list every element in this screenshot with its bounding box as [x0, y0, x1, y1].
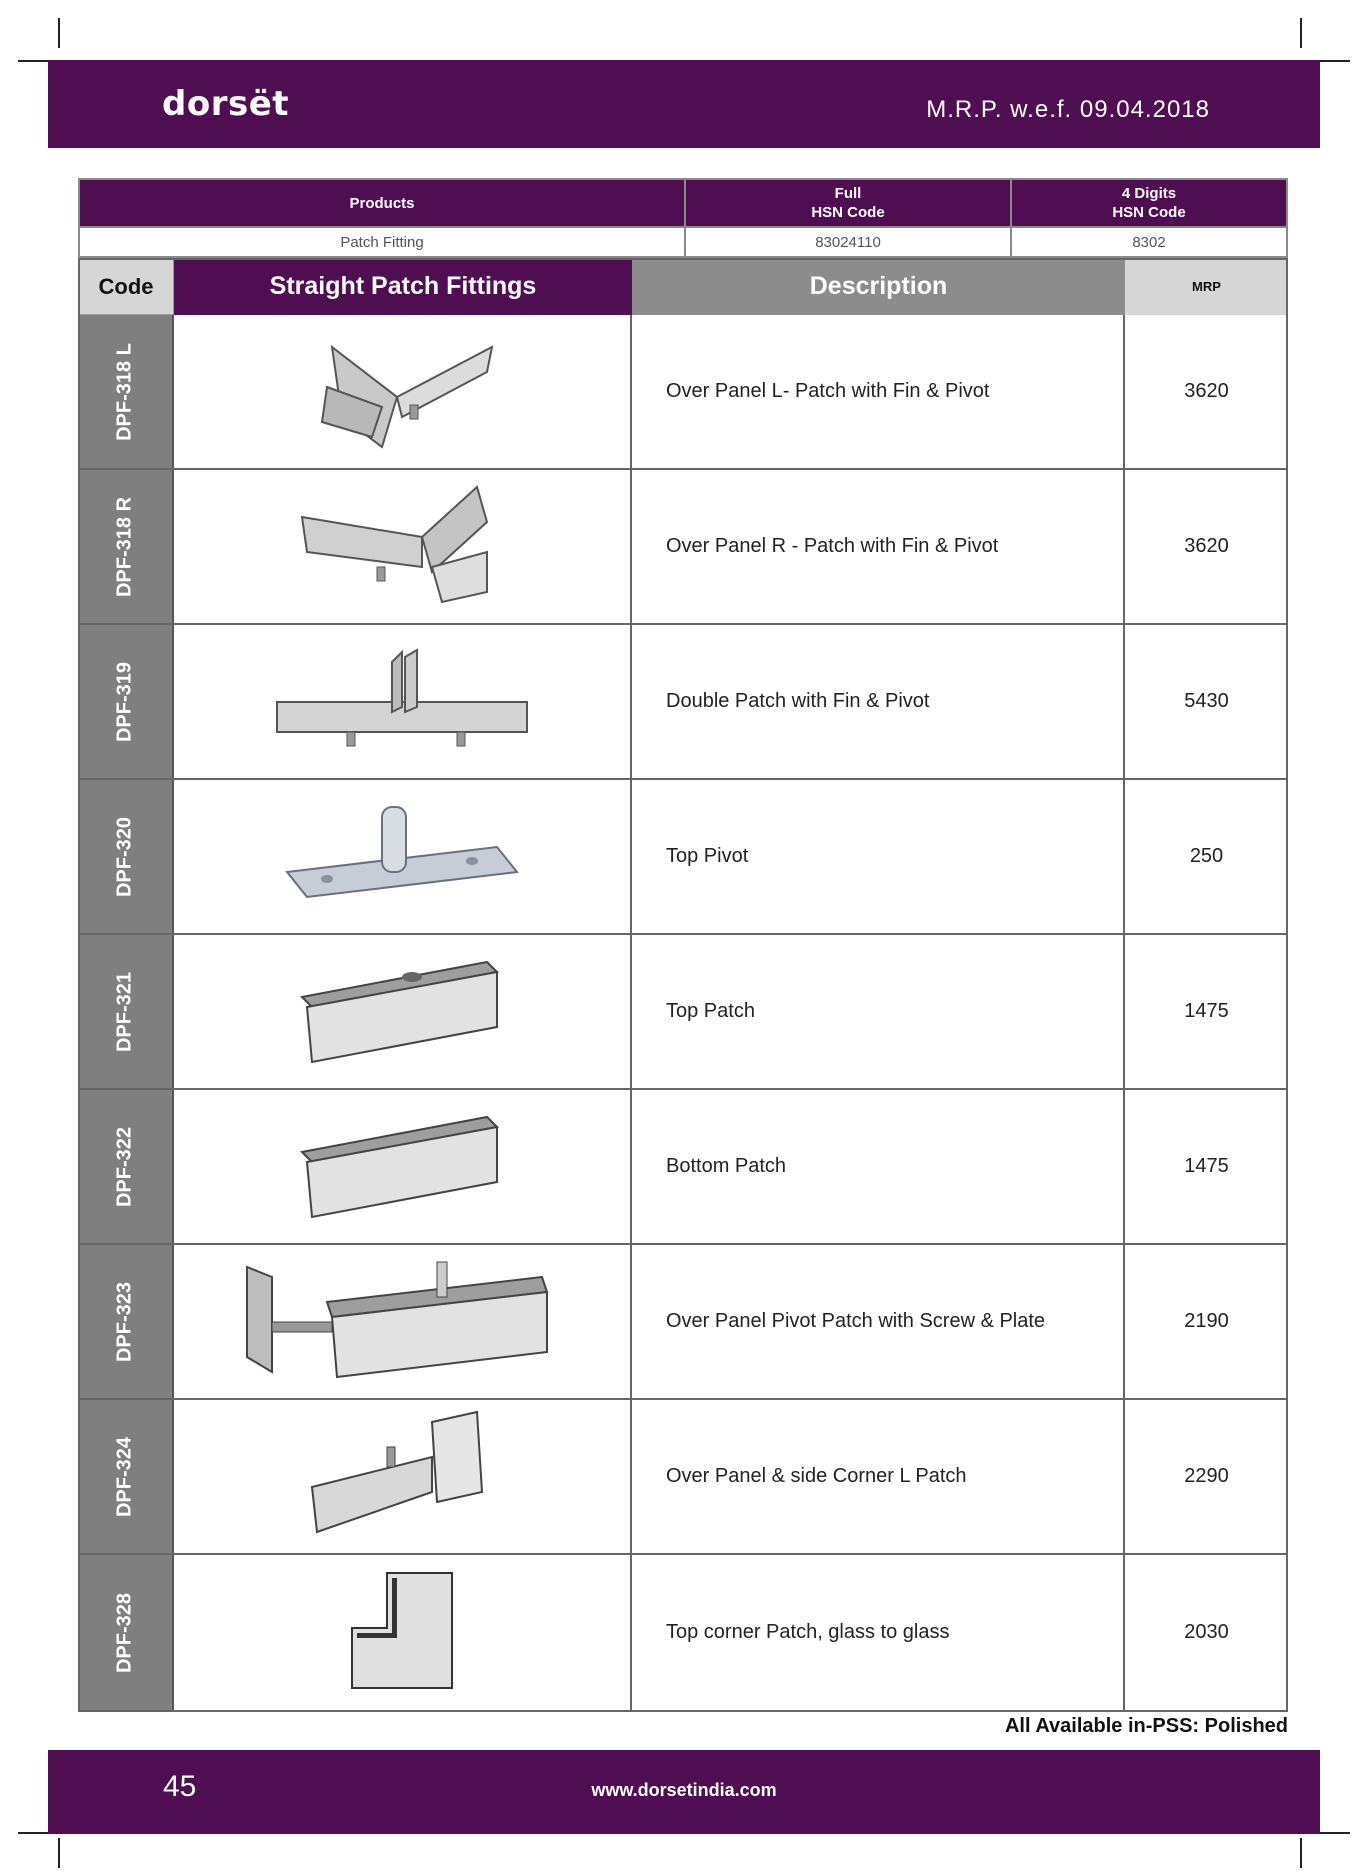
- crop-mark: [1320, 1832, 1350, 1834]
- product-code: DPF-321: [113, 971, 136, 1052]
- table-row: [78, 935, 1288, 1090]
- table-row: [78, 780, 1288, 935]
- product-image-cell: [174, 780, 632, 933]
- bottom-patch-icon: [292, 1107, 512, 1227]
- l-patch-fin-pivot-icon: [302, 327, 502, 457]
- product-code: DPF-322: [113, 1126, 136, 1207]
- product-image-cell: [174, 315, 632, 468]
- product-mrp: 3620: [1184, 535, 1229, 557]
- product-mrp: 2290: [1184, 1465, 1229, 1487]
- product-code-cell: [78, 625, 174, 778]
- crop-mark: [18, 1832, 48, 1834]
- column-header-product: Straight Patch Fittings: [174, 258, 632, 315]
- product-mrp: 250: [1189, 845, 1224, 867]
- product-code-cell: [78, 1090, 174, 1243]
- table-row: [78, 470, 1288, 625]
- product-image-cell: [174, 1400, 632, 1553]
- hsn-4digit-value: 8302: [1011, 227, 1287, 257]
- product-description: Over Panel & side Corner L Patch: [632, 1400, 1125, 1553]
- crop-mark: [1320, 60, 1350, 62]
- table-row: [78, 1245, 1288, 1400]
- product-image-cell: [174, 935, 632, 1088]
- table-row: [78, 1090, 1288, 1245]
- product-code-cell: [78, 1555, 174, 1710]
- top-corner-patch-icon: [337, 1563, 467, 1703]
- product-code-cell: [78, 470, 174, 623]
- product-image-cell: [174, 1245, 632, 1398]
- column-header-description: Description: [632, 258, 1125, 315]
- product-mrp: 2030: [1184, 1621, 1229, 1643]
- mrp-effective-date: M.R.P. w.e.f. 09.04.2018: [926, 96, 1210, 123]
- product-table: [78, 258, 1288, 1712]
- product-image-cell: [174, 470, 632, 623]
- column-header-mrp: MRP: [1125, 258, 1288, 315]
- product-image-cell: [174, 1090, 632, 1243]
- product-code: DPF-324: [113, 1436, 136, 1517]
- crop-mark: [1300, 1838, 1302, 1868]
- top-patch-icon: [292, 952, 512, 1072]
- top-pivot-icon: [282, 797, 522, 917]
- product-image-cell: [174, 625, 632, 778]
- brand-logo: dorsët: [162, 84, 290, 124]
- product-code-cell: [78, 315, 174, 468]
- product-code-cell: [78, 1245, 174, 1398]
- product-mrp: 1475: [1184, 1000, 1229, 1022]
- hsn-header-4digit-code: 4 Digits HSN Code: [1011, 179, 1287, 227]
- pivot-patch-screw-plate-icon: [242, 1257, 562, 1387]
- hsn-header-full-code: Full HSN Code: [685, 179, 1011, 227]
- corner-l-patch-icon: [302, 1407, 502, 1547]
- table-row: [78, 625, 1288, 780]
- product-description: Top Pivot: [632, 780, 1125, 933]
- crop-mark: [58, 18, 60, 48]
- product-mrp: 5430: [1184, 690, 1229, 712]
- crop-mark: [1300, 18, 1302, 48]
- product-description: Over Panel L- Patch with Fin & Pivot: [632, 315, 1125, 468]
- product-code-cell: [78, 935, 174, 1088]
- product-description: Over Panel R - Patch with Fin & Pivot: [632, 470, 1125, 623]
- footer-band: [48, 1750, 1320, 1834]
- hsn-full-code-value: 83024110: [685, 227, 1011, 257]
- product-image-cell: [174, 1555, 632, 1710]
- crop-mark: [58, 1838, 60, 1868]
- header-band: [48, 60, 1320, 148]
- table-row: [78, 1400, 1288, 1555]
- product-mrp: 1475: [1184, 1155, 1229, 1177]
- product-description: Double Patch with Fin & Pivot: [632, 625, 1125, 778]
- product-code-cell: [78, 780, 174, 933]
- product-description: Bottom Patch: [632, 1090, 1125, 1243]
- product-description: Over Panel Pivot Patch with Screw & Plate: [632, 1245, 1125, 1398]
- product-description: Top Patch: [632, 935, 1125, 1088]
- hsn-table: [78, 178, 1288, 258]
- column-header-code: Code: [78, 258, 174, 315]
- r-patch-fin-pivot-icon: [292, 482, 512, 612]
- availability-note: All Available in-PSS: Polished: [1004, 1715, 1288, 1737]
- product-code: DPF-319: [113, 661, 136, 742]
- product-code: DPF-323: [113, 1281, 136, 1362]
- hsn-product-value: Patch Fitting: [79, 227, 685, 257]
- table-row: [78, 315, 1288, 470]
- product-code: DPF-318 R: [113, 496, 136, 597]
- double-patch-icon: [267, 642, 537, 762]
- table-row: [78, 1555, 1288, 1710]
- hsn-header-products: Products: [79, 179, 685, 227]
- product-mrp: 3620: [1184, 380, 1229, 402]
- page-number: 45: [163, 1770, 197, 1803]
- product-code: DPF-328: [113, 1592, 136, 1673]
- website-link[interactable]: www.dorsetindia.com: [591, 1780, 777, 1800]
- crop-mark: [18, 60, 48, 62]
- product-code-cell: [78, 1400, 174, 1553]
- product-description: Top corner Patch, glass to glass: [632, 1555, 1125, 1710]
- product-mrp: 2190: [1184, 1310, 1229, 1332]
- product-code: DPF-318 L: [113, 342, 136, 441]
- product-code: DPF-320: [113, 816, 136, 897]
